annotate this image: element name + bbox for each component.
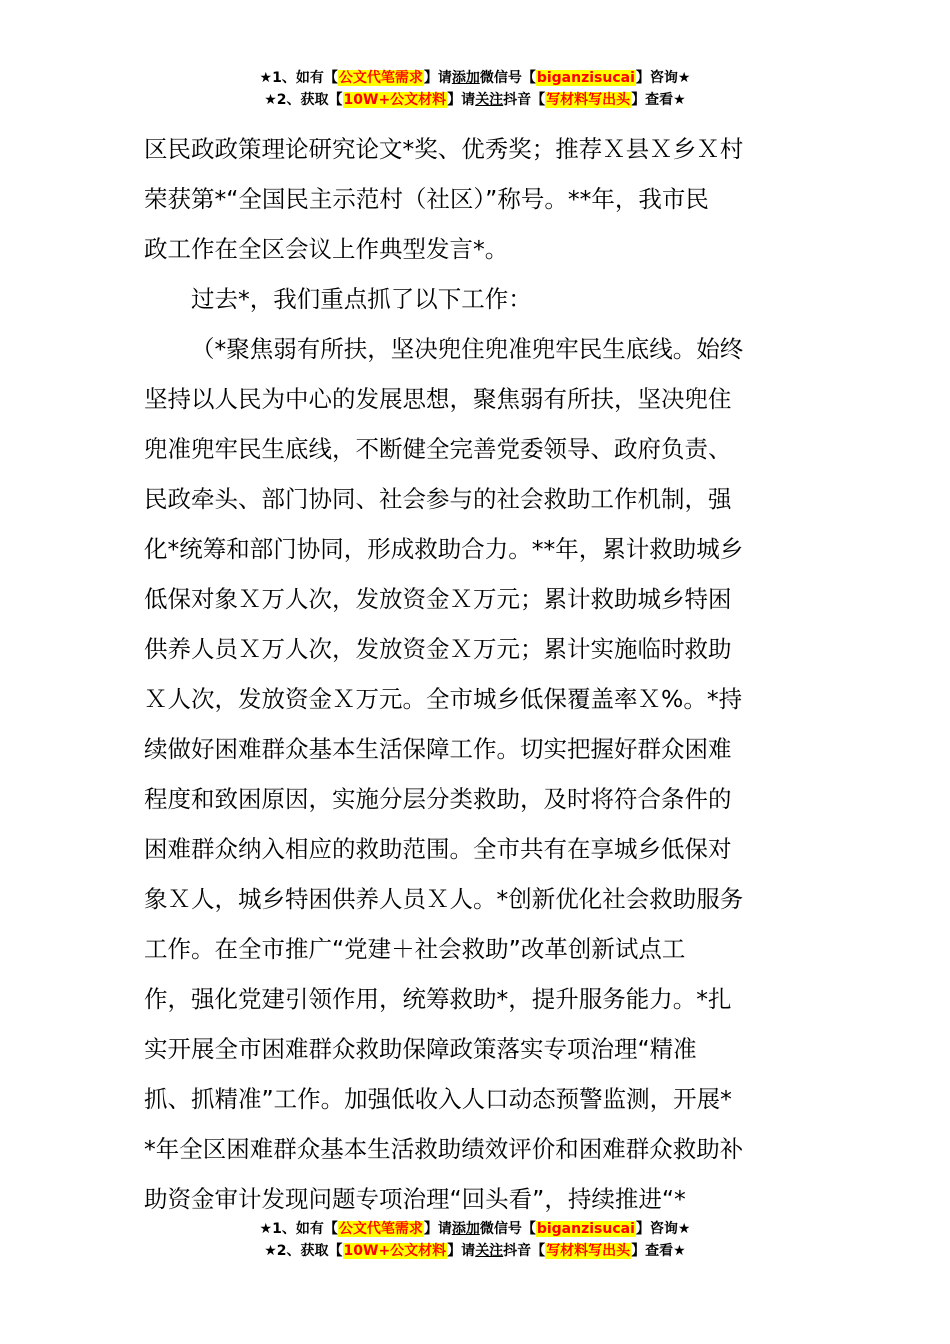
header-line-1-suffix: 】咨询★	[635, 70, 691, 86]
body-line: 困难群众纳入相应的救助范围。全市共有在享城乡低保对	[144, 835, 732, 863]
header-line-2	[0, 89, 950, 111]
footer-line-1-prefix: ★1、如有【	[259, 1221, 338, 1237]
header-line-2-prefix: ★2、获取【	[264, 92, 343, 108]
body-line: 续做好困难群众基本生活保障工作。切实把握好群众困难	[144, 735, 732, 763]
body-line: 工作。在全市推广“党建＋社会救助”改革创新试点工	[144, 935, 686, 963]
footer-line-2	[0, 1240, 950, 1262]
header-line-2-highlight-douyin: 写材料写出头	[546, 92, 631, 108]
body-line: 政工作在全区会议上作典型发言*。	[144, 235, 509, 263]
footer-line-2-suffix: 】查看★	[631, 1243, 686, 1259]
footer-line-2-prefix: ★2、获取【	[264, 1243, 343, 1259]
body-line: 象Ｘ人，城乡特困供养人员Ｘ人。*创新优化社会救助服务	[144, 885, 744, 913]
header-line-2-text-2: 抖音【	[503, 92, 546, 108]
header-line-1	[0, 67, 950, 89]
footer-line-2-underlined: 关注	[475, 1243, 504, 1259]
header-line-1-highlight-service: 公文代笔需求	[338, 70, 423, 86]
header-line-2-text: 】请	[447, 92, 476, 108]
header-line-2-suffix: 】查看★	[631, 92, 686, 108]
footer-banner	[0, 1218, 950, 1262]
body-line: 荣获第*“全国民主示范村（社区）”称号。**年，我市民	[144, 185, 709, 213]
footer-line-2-highlight-douyin: 写材料写出头	[546, 1243, 631, 1259]
body-line: 坚持以人民为中心的发展思想，聚焦弱有所扶，坚决兜住	[144, 385, 732, 413]
body-line: 作，强化党建引领作用，统筹救助*，提升服务能力。*扎	[144, 985, 732, 1013]
body-line: 兜准兜牢民生底线，不断健全完善党委领导、政府负责、	[144, 435, 732, 463]
footer-line-2-highlight-materials: 10W+公文材料	[343, 1243, 447, 1259]
footer-line-2-text: 】请	[447, 1243, 476, 1259]
footer-line-1-highlight-service: 公文代笔需求	[338, 1221, 423, 1237]
header-line-1-text: 】请	[423, 70, 452, 86]
body-line: 低保对象Ｘ万人次，发放资金Ｘ万元；累计救助城乡特困	[144, 585, 732, 613]
footer-line-1-text: 】请	[423, 1221, 452, 1237]
document-body	[144, 124, 814, 1224]
body-line: 民政牵头、部门协同、社会参与的社会救助工作机制，强	[144, 485, 732, 513]
body-line-indented: 过去*，我们重点抓了以下工作：	[191, 285, 532, 313]
body-line: 抓、抓精准”工作。加强低收入人口动态预警监测，开展*	[144, 1085, 732, 1113]
header-banner	[0, 67, 950, 111]
body-line: 助资金审计发现问题专项治理“回头看”，持续推进“*	[144, 1185, 686, 1213]
footer-line-1-underlined: 添加	[451, 1221, 480, 1237]
footer-line-1-text-2: 微信号【	[479, 1221, 536, 1237]
header-line-1-underlined: 添加	[451, 70, 480, 86]
body-line: 实开展全市困难群众救助保障政策落实专项治理“精准	[144, 1035, 697, 1063]
footer-line-1-suffix: 】咨询★	[635, 1221, 691, 1237]
header-line-1-prefix: ★1、如有【	[259, 70, 338, 86]
body-line: 供养人员Ｘ万人次，发放资金Ｘ万元；累计实施临时救助	[144, 635, 732, 663]
header-line-2-highlight-materials: 10W+公文材料	[343, 92, 447, 108]
body-line: 区民政政策理论研究论文*奖、优秀奖；推荐Ｘ县Ｘ乡Ｘ村	[144, 135, 744, 163]
footer-line-1	[0, 1218, 950, 1240]
header-line-1-highlight-wechat: biganzisucai	[536, 70, 635, 86]
body-line: 化*统筹和部门协同，形成救助合力。**年，累计救助城乡	[144, 535, 744, 563]
body-line: *年全区困难群众基本生活救助绩效评价和困难群众救助补	[144, 1135, 744, 1163]
body-line-indented: （*聚焦弱有所扶，坚决兜住兜准兜牢民生底线。始终	[191, 335, 744, 363]
footer-line-1-highlight-wechat: biganzisucai	[536, 1221, 635, 1237]
body-line: Ｘ人次，发放资金Ｘ万元。全市城乡低保覆盖率Ｘ%。*持	[144, 685, 743, 713]
header-line-1-text-2: 微信号【	[479, 70, 536, 86]
header-line-2-underlined: 关注	[475, 92, 504, 108]
body-line: 程度和致困原因，实施分层分类救助，及时将符合条件的	[144, 785, 732, 813]
footer-line-2-text-2: 抖音【	[503, 1243, 546, 1259]
